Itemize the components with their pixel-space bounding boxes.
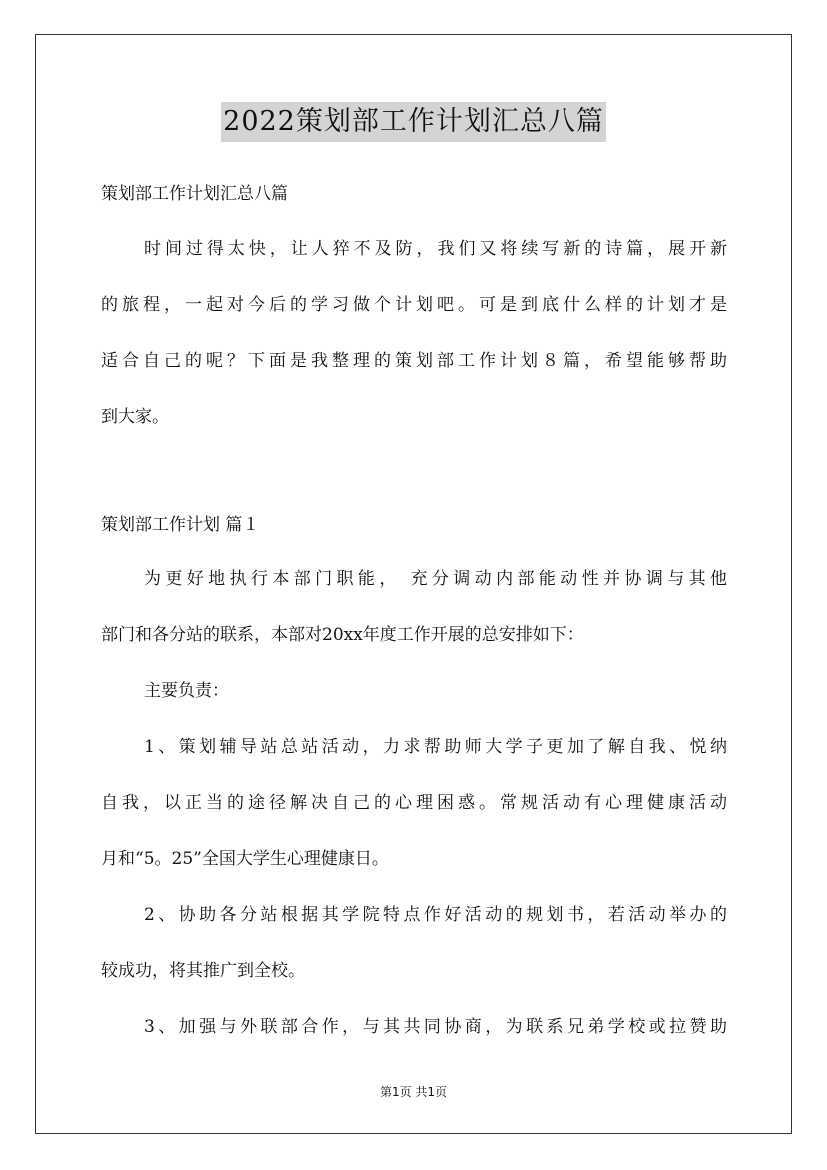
item-2-line-2: 较成功，将其推广到全校。 bbox=[101, 961, 305, 981]
item-1-line-2: 自我，以正当的途径解决自己的心理困惑。常规活动有心理健康活动 bbox=[101, 793, 727, 813]
item-2-line-1: 2、协助各分站根据其学院特点作好活动的规划书，若活动举办的 bbox=[144, 905, 727, 925]
section-1-heading: 策划部工作计划 篇１ bbox=[101, 515, 260, 535]
document-title: 2022策划部工作计划汇总八篇 bbox=[221, 102, 606, 142]
page-footer bbox=[0, 1083, 827, 1100]
item-1-line-3: 月和“5。25”全国大学生心理健康日。 bbox=[101, 849, 389, 869]
main-duties-label: 主要负责： bbox=[144, 681, 229, 701]
intro-line-3: 适合自己的呢？下面是我整理的策划部工作计划８篇，希望能够帮助 bbox=[101, 351, 727, 371]
section-heading: 策划部工作计划汇总八篇 bbox=[101, 184, 288, 204]
intro-line-2: 的旅程，一起对今后的学习做个计划吧。可是到底什么样的计划才是 bbox=[101, 295, 727, 315]
item-3-line-1: 3、加强与外联部合作，与其共同协商，为联系兄弟学校或拉赞助 bbox=[144, 1017, 727, 1037]
intro-line-4: 到大家。 bbox=[101, 407, 169, 427]
document-body bbox=[101, 172, 727, 1037]
intro-line-1: 时间过得太快，让人猝不及防，我们又将续写新的诗篇，展开新 bbox=[144, 239, 727, 259]
section-1-para-line-1: 为更好地执行本部门职能， 充分调动内部能动性并协调与其他 bbox=[144, 569, 727, 589]
page-number: 第1页 共1页 bbox=[379, 1085, 448, 1099]
section-1-para-line-2: 部门和各分站的联系，本部对20xx年度工作开展的总安排如下： bbox=[101, 625, 584, 645]
title-container bbox=[0, 102, 827, 142]
item-1-line-1: 1、策划辅导站总站活动，力求帮助师大学子更加了解自我、悦纳 bbox=[144, 737, 727, 757]
